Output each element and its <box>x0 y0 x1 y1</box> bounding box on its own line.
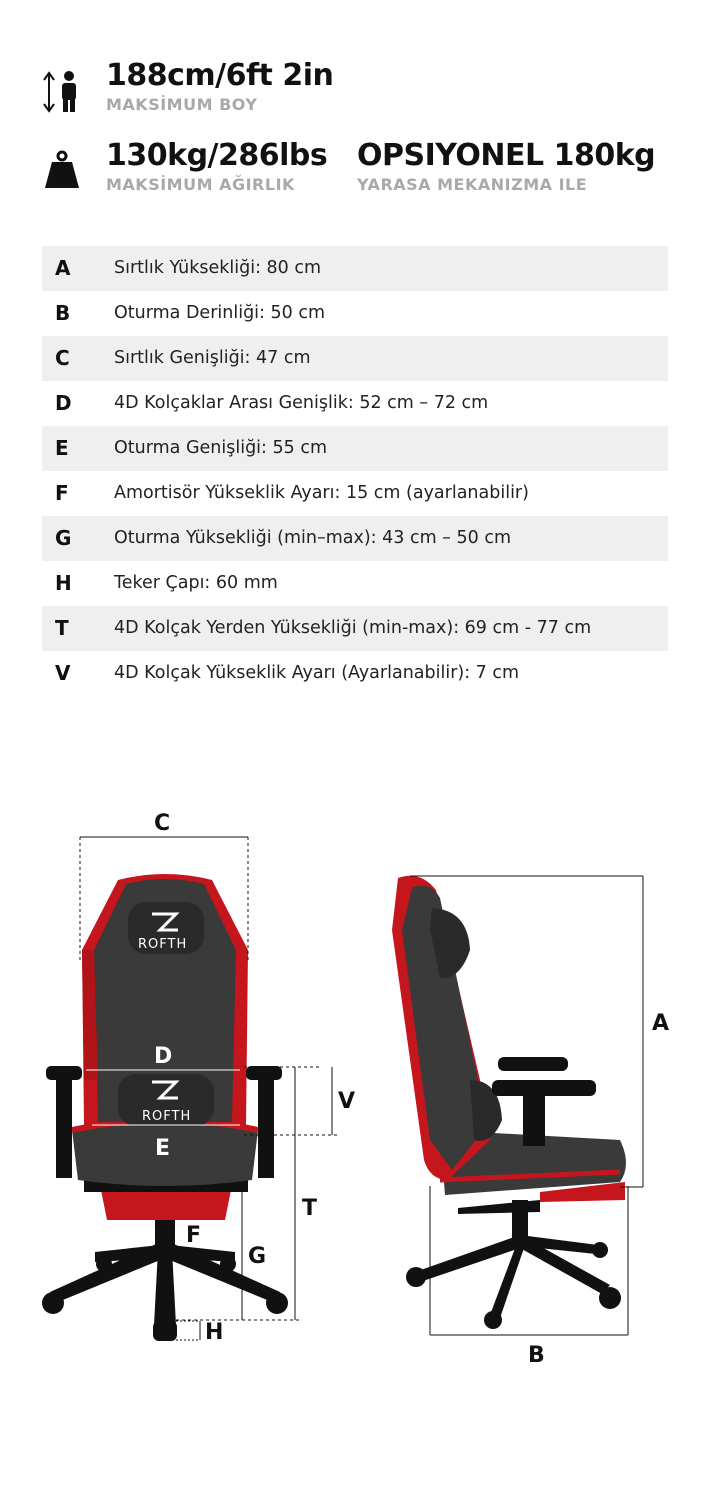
spec-letter: A <box>55 256 71 280</box>
spec-letter: E <box>55 436 69 460</box>
spec-row <box>42 291 668 336</box>
spec-text: Oturma Yüksekliği (min–max): 43 cm – 50 cm <box>114 528 511 548</box>
spec-row <box>42 336 668 381</box>
spec-letter: V <box>55 661 71 685</box>
spec-letter: C <box>55 346 70 370</box>
spec-letter: T <box>55 616 69 640</box>
max-weight-stat <box>106 138 327 194</box>
spec-text: Oturma Derinliği: 50 cm <box>114 303 325 323</box>
max-height-stat <box>106 58 333 114</box>
dim-label-a: A <box>652 1011 670 1036</box>
dim-label-h: H <box>205 1320 224 1345</box>
spec-row <box>42 651 668 696</box>
optional-weight-stat <box>357 138 655 194</box>
spec-letter: F <box>55 481 69 505</box>
dim-label-c: C <box>154 811 171 836</box>
spec-row <box>42 381 668 426</box>
dim-label-d: D <box>154 1044 173 1069</box>
spec-text: 4D Kolçaklar Arası Genişlik: 52 cm – 72 cm <box>114 393 489 413</box>
spec-text: Teker Çapı: 60 mm <box>114 573 278 593</box>
spec-row <box>42 246 668 291</box>
spec-table <box>42 246 668 696</box>
person-height-icon <box>40 70 82 114</box>
dim-label-b: B <box>528 1343 545 1368</box>
weight-icon <box>44 150 80 190</box>
spec-text: Sırtlık Yüksekliği: 80 cm <box>114 258 322 278</box>
optional-weight-label: YARASA MEKANIZMA ILE <box>357 175 588 194</box>
front-headrest-logo: ROFTH <box>138 937 188 952</box>
spec-row <box>42 561 668 606</box>
optional-weight-value: OPSIYONEL 180kg <box>357 138 656 173</box>
spec-letter: H <box>55 571 72 595</box>
side-chair-illustration <box>392 876 626 1329</box>
spec-letter: G <box>55 526 72 550</box>
front-lumbar-logo: ROFTH <box>142 1109 192 1124</box>
dim-label-f: F <box>186 1223 202 1248</box>
spec-letter: D <box>55 391 72 415</box>
dim-label-g: G <box>248 1244 267 1269</box>
front-chair-illustration <box>42 874 288 1341</box>
dim-label-e: E <box>155 1136 171 1161</box>
max-height-value: 188cm/6ft 2in <box>106 58 334 93</box>
spec-text: 4D Kolçak Yerden Yüksekliği (min-max): 69 cm - 77 cm <box>114 618 592 638</box>
spec-row <box>42 606 668 651</box>
spec-text: Amortisör Yükseklik Ayarı: 15 cm (ayarlanabilir) <box>114 483 529 503</box>
max-weight-value: 130kg/286lbs <box>106 138 328 173</box>
dim-label-t: T <box>302 1196 318 1221</box>
spec-text: Sırtlık Genişliği: 47 cm <box>114 348 311 368</box>
chair-dimension-diagram <box>0 780 710 1420</box>
spec-letter: B <box>55 301 71 325</box>
spec-text: Oturma Genişliği: 55 cm <box>114 438 327 458</box>
spec-text: 4D Kolçak Yükseklik Ayarı (Ayarlanabilir): 7 cm <box>114 663 520 683</box>
spec-row <box>42 426 668 471</box>
dim-label-v: V <box>338 1089 356 1114</box>
spec-row <box>42 471 668 516</box>
max-weight-label: MAKSİMUM AĞIRLIK <box>106 175 295 194</box>
spec-row <box>42 516 668 561</box>
max-height-label: MAKSİMUM BOY <box>106 95 258 114</box>
